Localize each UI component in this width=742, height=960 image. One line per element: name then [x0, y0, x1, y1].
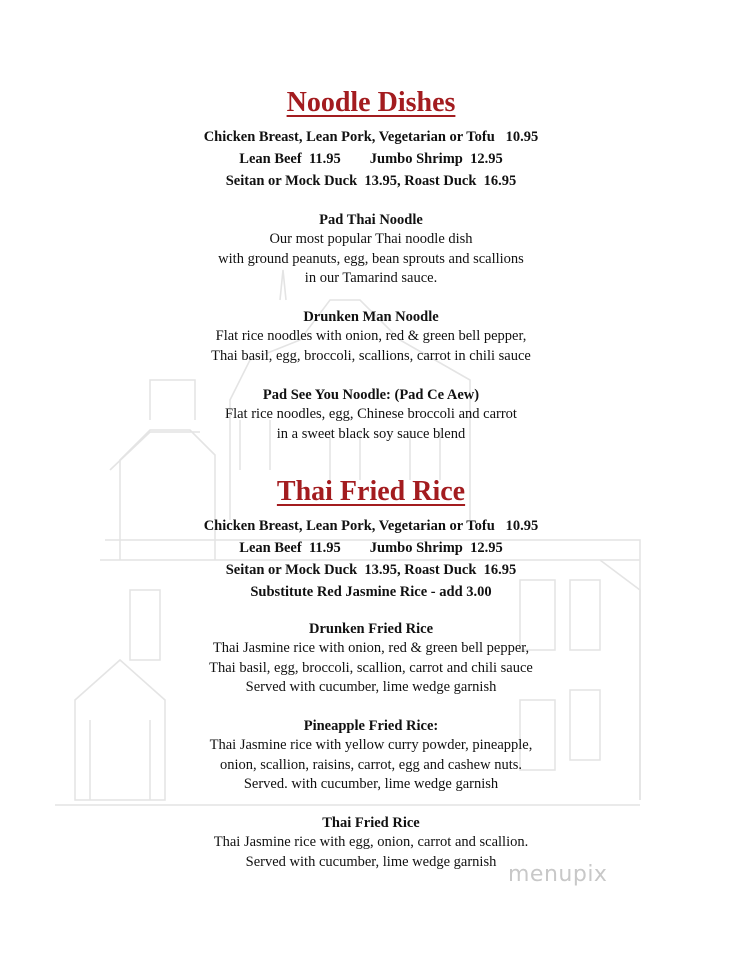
section-title-noodle-dishes: Noodle Dishes: [286, 87, 456, 118]
dish-description-line: onion, scallion, raisins, carrot, egg and cashew nuts.: [219, 756, 522, 773]
dish-description-line: in our Tamarind sauce.: [304, 270, 438, 286]
dish-description-line: Thai Jasmine rice with yellow curry powder, pineapple,: [209, 737, 533, 753]
dish-description-line: Served with cucumber, lime wedge garnish: [245, 679, 497, 695]
dish-description-line: Thai basil, egg, broccoli, scallion, carrot and chili sauce: [209, 659, 533, 676]
section-title-thai-fried-rice: Thai Fried Rice: [276, 476, 466, 507]
price-line: Chicken Breast, Lean Pork, Vegetarian or Tofu 10.95: [203, 517, 539, 534]
dish-description-line: with ground peanuts, egg, bean sprouts and scallions: [218, 250, 524, 267]
price-line: Seitan or Mock Duck 13.95, Roast Duck 16.95: [225, 561, 517, 578]
dish-drunken-fried-rice: [0, 619, 742, 698]
dish-description-line: in a sweet black soy sauce blend: [276, 425, 466, 442]
rice-section: [0, 475, 742, 603]
noodle-section: [0, 86, 742, 192]
dish-description-line: Thai basil, egg, broccoli, scallions, carrot in chili sauce: [211, 347, 531, 364]
dish-name: Thai Fried Rice: [322, 815, 420, 831]
dish-name: Pineapple Fried Rice:: [303, 718, 439, 734]
dish-pineapple-fried-rice: [0, 716, 742, 795]
dish-drunken-man-noodle: [0, 307, 742, 366]
dish-description-line: Thai Jasmine rice with egg, onion, carrot and scallion.: [213, 834, 529, 850]
dish-name: Pad Thai Noodle: [319, 212, 423, 228]
dish-description-line: Our most popular Thai noodle dish: [269, 231, 473, 247]
price-line: Lean Beef 11.95 Jumbo Shrimp 12.95: [239, 150, 503, 167]
price-line: Substitute Red Jasmine Rice - add 3.00: [250, 583, 492, 600]
dish-description-line: Served. with cucumber, lime wedge garnish: [243, 776, 499, 792]
dish-description-line: Flat rice noodles with onion, red & green bell pepper,: [215, 328, 527, 344]
menupix-watermark: menupix: [508, 862, 608, 887]
price-line: Seitan or Mock Duck 13.95, Roast Duck 16.95: [225, 172, 517, 189]
dish-name: Drunken Fried Rice: [308, 621, 434, 637]
rice-price-list: [0, 515, 742, 603]
dish-description-line: Flat rice noodles, egg, Chinese broccoli and carrot: [225, 406, 517, 422]
dish-name: Drunken Man Noodle: [303, 309, 439, 325]
price-line: Chicken Breast, Lean Pork, Vegetarian or Tofu 10.95: [203, 128, 539, 145]
dish-name: Pad See You Noodle: (Pad Ce Aew): [262, 387, 480, 403]
dish-description-line: Served with cucumber, lime wedge garnish: [245, 853, 497, 870]
dish-description-line: Thai Jasmine rice with onion, red & green bell pepper,: [212, 640, 530, 656]
dish-pad-thai-noodle: [0, 210, 742, 289]
dish-thai-fried-rice: [0, 813, 742, 872]
noodle-price-list: [0, 126, 742, 192]
price-line: Lean Beef 11.95 Jumbo Shrimp 12.95: [239, 539, 503, 556]
dish-pad-see-you-noodle: [0, 385, 742, 444]
